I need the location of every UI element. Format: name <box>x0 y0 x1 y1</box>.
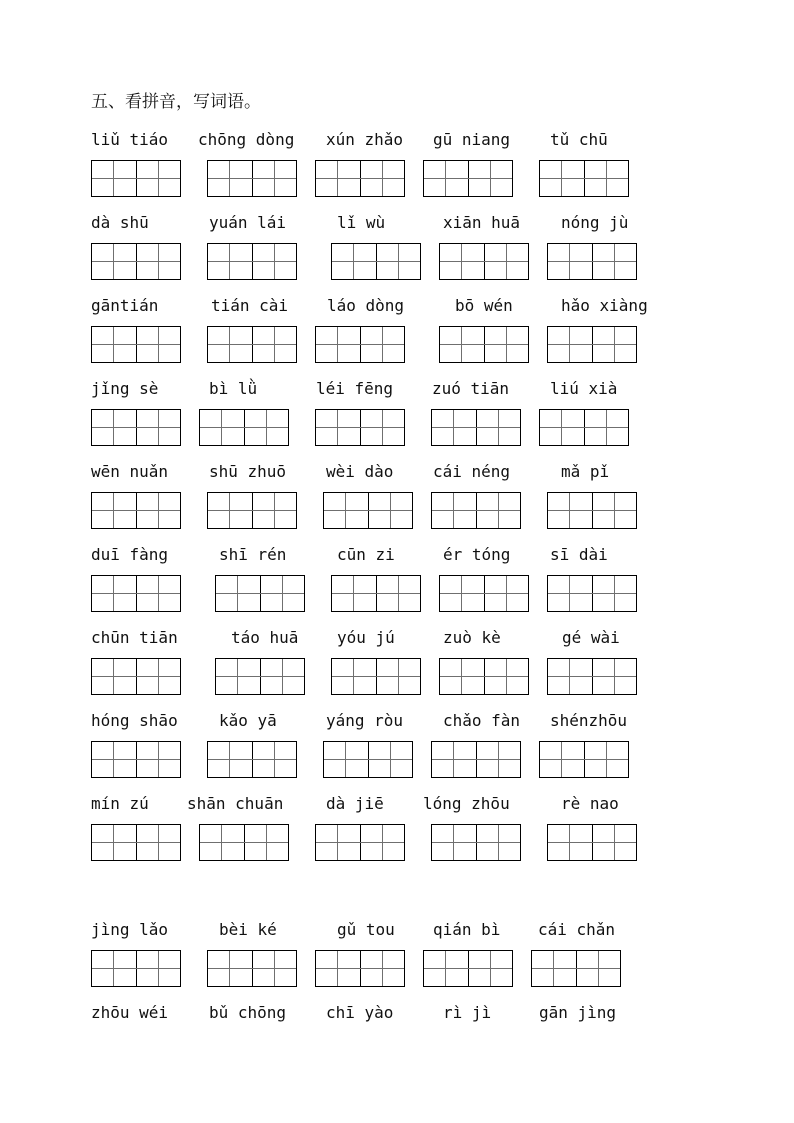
pinyin-word: liǔ tiáo <box>91 130 169 149</box>
character-writing-box <box>207 326 297 363</box>
character-writing-box <box>91 950 181 987</box>
character-writing-box <box>423 950 513 987</box>
character-writing-box <box>431 741 521 778</box>
pinyin-word: chī yào <box>326 1003 394 1022</box>
pinyin-word: zuó tiān <box>432 379 510 398</box>
pinyin-word: cái néng <box>433 462 511 481</box>
pinyin-word: gé wài <box>562 628 620 647</box>
pinyin-word: qián bì <box>433 920 501 939</box>
pinyin-word: gāntián <box>91 296 159 315</box>
character-writing-box <box>547 492 637 529</box>
pinyin-word: yuán lái <box>209 213 287 232</box>
character-writing-box <box>539 409 629 446</box>
pinyin-word: dà jiē <box>326 794 384 813</box>
pinyin-word: tǔ chū <box>550 130 608 149</box>
character-writing-box <box>207 160 297 197</box>
pinyin-word: táo huā <box>231 628 299 647</box>
pinyin-word: léi fēng <box>316 379 394 398</box>
pinyin-word: chūn tiān <box>91 628 178 647</box>
character-writing-box <box>547 243 637 280</box>
character-writing-box <box>207 950 297 987</box>
character-writing-box <box>199 824 289 861</box>
character-writing-box <box>431 409 521 446</box>
pinyin-word: mǎ pǐ <box>561 462 610 481</box>
pinyin-word: shénzhōu <box>550 711 628 730</box>
pinyin-word: rè nao <box>561 794 619 813</box>
pinyin-word: wēn nuǎn <box>91 462 169 481</box>
pinyin-word: chǎo fàn <box>443 711 521 730</box>
pinyin-word: gān jìng <box>539 1003 617 1022</box>
pinyin-word: nóng jù <box>561 213 629 232</box>
character-writing-box <box>331 243 421 280</box>
pinyin-word: kǎo yā <box>219 711 277 730</box>
character-writing-box <box>439 326 529 363</box>
pinyin-word: xún zhǎo <box>326 130 404 149</box>
pinyin-word: wèi dào <box>326 462 394 481</box>
character-writing-box <box>207 492 297 529</box>
character-writing-box <box>91 492 181 529</box>
character-writing-box <box>315 160 405 197</box>
pinyin-word: gū niang <box>433 130 511 149</box>
character-writing-box <box>539 741 629 778</box>
pinyin-word: bǔ chōng <box>209 1003 287 1022</box>
character-writing-box <box>547 326 637 363</box>
pinyin-word: bì lǜ <box>209 379 258 398</box>
character-writing-box <box>331 658 421 695</box>
pinyin-word: shū zhuō <box>209 462 287 481</box>
pinyin-word: zuò kè <box>443 628 501 647</box>
pinyin-word: cūn zi <box>337 545 395 564</box>
character-writing-box <box>91 409 181 446</box>
pinyin-word: láo dòng <box>327 296 405 315</box>
pinyin-word: ér tóng <box>443 545 511 564</box>
pinyin-word: jǐng sè <box>91 379 159 398</box>
character-writing-box <box>91 741 181 778</box>
character-writing-box <box>207 741 297 778</box>
character-writing-box <box>423 160 513 197</box>
character-writing-box <box>547 824 637 861</box>
character-writing-box <box>431 492 521 529</box>
character-writing-box <box>531 950 621 987</box>
character-writing-box <box>91 658 181 695</box>
pinyin-word: yóu jú <box>337 628 395 647</box>
character-writing-box <box>91 243 181 280</box>
pinyin-word: yáng ròu <box>326 711 404 730</box>
pinyin-word: hǎo xiàng <box>561 296 648 315</box>
character-writing-box <box>91 824 181 861</box>
pinyin-word: jìng lǎo <box>91 920 169 939</box>
character-writing-box <box>431 824 521 861</box>
pinyin-word: rì jì <box>443 1003 492 1022</box>
pinyin-word: shī rén <box>219 545 287 564</box>
pinyin-word: dà shū <box>91 213 149 232</box>
character-writing-box <box>323 741 413 778</box>
character-writing-box <box>315 824 405 861</box>
pinyin-word: lóng zhōu <box>423 794 510 813</box>
character-writing-box <box>439 575 529 612</box>
pinyin-word: shān chuān <box>187 794 284 813</box>
character-writing-box <box>91 575 181 612</box>
character-writing-box <box>315 409 405 446</box>
pinyin-word: mín zú <box>91 794 149 813</box>
character-writing-box <box>547 575 637 612</box>
character-writing-box <box>547 658 637 695</box>
pinyin-word: chōng dòng <box>198 130 295 149</box>
character-writing-box <box>439 658 529 695</box>
pinyin-word: lǐ wù <box>337 213 386 232</box>
pinyin-word: liú xià <box>550 379 618 398</box>
pinyin-word: tián cài <box>211 296 289 315</box>
character-writing-box <box>439 243 529 280</box>
pinyin-word: duī fàng <box>91 545 169 564</box>
character-writing-box <box>315 326 405 363</box>
pinyin-word: bō wén <box>455 296 513 315</box>
character-writing-box <box>315 950 405 987</box>
pinyin-word: gǔ tou <box>337 920 395 939</box>
section-title: 五、看拼音，写词语。 <box>91 92 261 112</box>
pinyin-word: zhōu wéi <box>91 1003 169 1022</box>
pinyin-word: xiān huā <box>443 213 521 232</box>
character-writing-box <box>215 658 305 695</box>
character-writing-box <box>91 326 181 363</box>
character-writing-box <box>199 409 289 446</box>
character-writing-box <box>539 160 629 197</box>
character-writing-box <box>323 492 413 529</box>
pinyin-word: sī dài <box>550 545 608 564</box>
character-writing-box <box>91 160 181 197</box>
pinyin-word: cái chǎn <box>538 920 616 939</box>
pinyin-word: bèi ké <box>219 920 277 939</box>
character-writing-box <box>207 243 297 280</box>
character-writing-box <box>215 575 305 612</box>
character-writing-box <box>331 575 421 612</box>
pinyin-word: hóng shāo <box>91 711 178 730</box>
